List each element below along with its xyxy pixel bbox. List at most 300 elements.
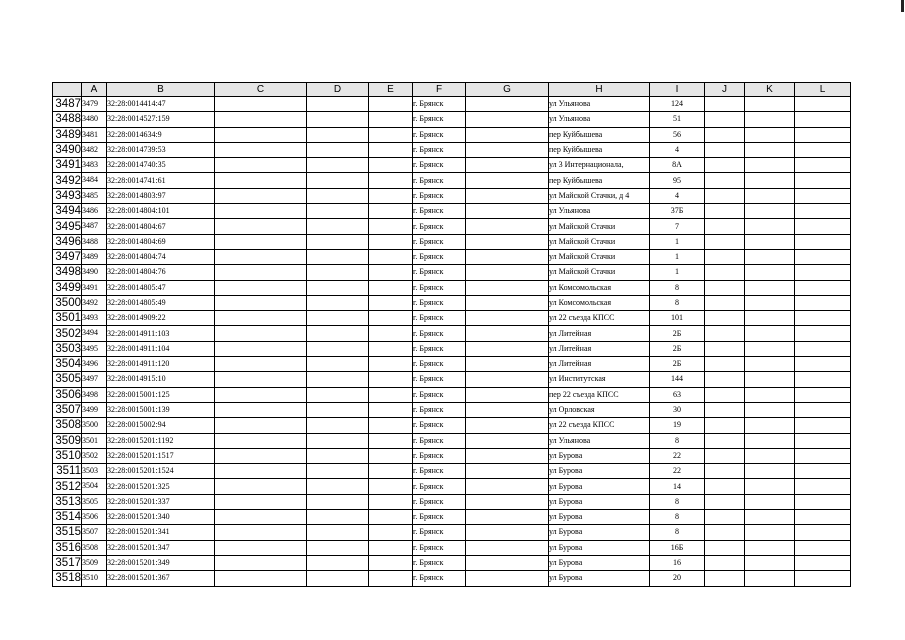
cell-i-house[interactable]: 8 — [650, 525, 705, 540]
row-number[interactable]: 3488 — [53, 112, 82, 127]
row-number[interactable]: 3491 — [53, 158, 82, 173]
cell-g[interactable] — [466, 204, 549, 219]
cell-b-cadastral-number[interactable]: 32:28:0015201:337 — [107, 494, 215, 509]
cell-j[interactable] — [705, 402, 745, 417]
cell-k[interactable] — [745, 127, 795, 142]
cell-j[interactable] — [705, 341, 745, 356]
cell-i-house[interactable]: 7 — [650, 219, 705, 234]
cell-f-city[interactable]: г. Брянск — [413, 280, 466, 295]
cell-k[interactable] — [745, 540, 795, 555]
cell-d[interactable] — [307, 494, 369, 509]
cell-l[interactable] — [795, 127, 851, 142]
cell-k[interactable] — [745, 525, 795, 540]
cell-b-cadastral-number[interactable]: 32:28:0014741:61 — [107, 173, 215, 188]
cell-a[interactable]: 3481 — [82, 127, 107, 142]
cell-c[interactable] — [215, 265, 307, 280]
cell-h-street[interactable]: ул Бурова — [549, 525, 650, 540]
row-number[interactable]: 3516 — [53, 540, 82, 555]
cell-d[interactable] — [307, 234, 369, 249]
cell-d[interactable] — [307, 142, 369, 157]
cell-e[interactable] — [369, 494, 413, 509]
row-number[interactable]: 3509 — [53, 433, 82, 448]
cell-e[interactable] — [369, 387, 413, 402]
cell-b-cadastral-number[interactable]: 32:28:0015201:340 — [107, 510, 215, 525]
cell-l[interactable] — [795, 173, 851, 188]
cell-i-house[interactable]: 56 — [650, 127, 705, 142]
column-header-h[interactable]: H — [549, 83, 650, 97]
cell-j[interactable] — [705, 234, 745, 249]
cell-g[interactable] — [466, 555, 549, 570]
cell-k[interactable] — [745, 173, 795, 188]
cell-b-cadastral-number[interactable]: 32:28:0014805:47 — [107, 280, 215, 295]
cell-c[interactable] — [215, 127, 307, 142]
cell-j[interactable] — [705, 525, 745, 540]
cell-c[interactable] — [215, 112, 307, 127]
cell-j[interactable] — [705, 127, 745, 142]
cell-l[interactable] — [795, 525, 851, 540]
cell-k[interactable] — [745, 249, 795, 264]
cell-a[interactable]: 3485 — [82, 188, 107, 203]
cell-k[interactable] — [745, 326, 795, 341]
cell-i-house[interactable]: 8 — [650, 433, 705, 448]
cell-j[interactable] — [705, 479, 745, 494]
cell-j[interactable] — [705, 326, 745, 341]
row-number[interactable]: 3510 — [53, 448, 82, 463]
cell-e[interactable] — [369, 402, 413, 417]
cell-a[interactable]: 3496 — [82, 357, 107, 372]
cell-c[interactable] — [215, 249, 307, 264]
cell-d[interactable] — [307, 265, 369, 280]
cell-e[interactable] — [369, 219, 413, 234]
row-number[interactable]: 3504 — [53, 357, 82, 372]
cell-k[interactable] — [745, 341, 795, 356]
cell-c[interactable] — [215, 142, 307, 157]
cell-d[interactable] — [307, 341, 369, 356]
cell-a[interactable]: 3497 — [82, 372, 107, 387]
cell-e[interactable] — [369, 188, 413, 203]
cell-c[interactable] — [215, 479, 307, 494]
cell-l[interactable] — [795, 494, 851, 509]
cell-d[interactable] — [307, 295, 369, 310]
cell-e[interactable] — [369, 555, 413, 570]
cell-e[interactable] — [369, 341, 413, 356]
cell-b-cadastral-number[interactable]: 32:28:0015201:1192 — [107, 433, 215, 448]
cell-b-cadastral-number[interactable]: 32:28:0014527:159 — [107, 112, 215, 127]
column-header-c[interactable]: C — [215, 83, 307, 97]
cell-a[interactable]: 3488 — [82, 234, 107, 249]
cell-a[interactable]: 3479 — [82, 97, 107, 112]
cell-b-cadastral-number[interactable]: 32:28:0015201:325 — [107, 479, 215, 494]
row-number[interactable]: 3517 — [53, 555, 82, 570]
cell-a[interactable]: 3501 — [82, 433, 107, 448]
cell-a[interactable]: 3492 — [82, 295, 107, 310]
cell-l[interactable] — [795, 188, 851, 203]
cell-j[interactable] — [705, 448, 745, 463]
cell-d[interactable] — [307, 448, 369, 463]
cell-h-street[interactable]: ул Майской Стачки, д 4 — [549, 188, 650, 203]
cell-c[interactable] — [215, 97, 307, 112]
cell-j[interactable] — [705, 173, 745, 188]
cell-d[interactable] — [307, 249, 369, 264]
cell-g[interactable] — [466, 280, 549, 295]
cell-e[interactable] — [369, 571, 413, 586]
cell-f-city[interactable]: г. Брянск — [413, 571, 466, 586]
cell-a[interactable]: 3489 — [82, 249, 107, 264]
cell-h-street[interactable]: ул Майской Стачки — [549, 265, 650, 280]
cell-e[interactable] — [369, 142, 413, 157]
cell-i-house[interactable]: 22 — [650, 464, 705, 479]
cell-k[interactable] — [745, 97, 795, 112]
cell-i-house[interactable]: 37Б — [650, 204, 705, 219]
cell-f-city[interactable]: г. Брянск — [413, 372, 466, 387]
cell-h-street[interactable]: ул Ульянова — [549, 112, 650, 127]
cell-h-street[interactable]: ул Бурова — [549, 494, 650, 509]
cell-g[interactable] — [466, 448, 549, 463]
cell-g[interactable] — [466, 97, 549, 112]
cell-a[interactable]: 3482 — [82, 142, 107, 157]
cell-f-city[interactable]: г. Брянск — [413, 158, 466, 173]
cell-b-cadastral-number[interactable]: 32:28:0015001:139 — [107, 402, 215, 417]
cell-i-house[interactable]: 19 — [650, 418, 705, 433]
cell-h-street[interactable]: ул Бурова — [549, 571, 650, 586]
cell-j[interactable] — [705, 311, 745, 326]
row-number[interactable]: 3498 — [53, 265, 82, 280]
cell-l[interactable] — [795, 311, 851, 326]
cell-e[interactable] — [369, 265, 413, 280]
cell-b-cadastral-number[interactable]: 32:28:0014915:10 — [107, 372, 215, 387]
cell-c[interactable] — [215, 387, 307, 402]
column-header-k[interactable]: K — [745, 83, 795, 97]
cell-j[interactable] — [705, 571, 745, 586]
cell-a[interactable]: 3506 — [82, 510, 107, 525]
row-number[interactable]: 3499 — [53, 280, 82, 295]
cell-g[interactable] — [466, 311, 549, 326]
row-number[interactable]: 3513 — [53, 494, 82, 509]
cell-e[interactable] — [369, 234, 413, 249]
cell-f-city[interactable]: г. Брянск — [413, 357, 466, 372]
cell-a[interactable]: 3480 — [82, 112, 107, 127]
cell-h-street[interactable]: ул Институтская — [549, 372, 650, 387]
column-header-f[interactable]: F — [413, 83, 466, 97]
cell-l[interactable] — [795, 464, 851, 479]
cell-k[interactable] — [745, 402, 795, 417]
cell-e[interactable] — [369, 311, 413, 326]
row-number[interactable]: 3514 — [53, 510, 82, 525]
row-number[interactable]: 3492 — [53, 173, 82, 188]
row-number[interactable]: 3496 — [53, 234, 82, 249]
cell-l[interactable] — [795, 357, 851, 372]
cell-f-city[interactable]: г. Брянск — [413, 402, 466, 417]
cell-f-city[interactable]: г. Брянск — [413, 127, 466, 142]
cell-g[interactable] — [466, 418, 549, 433]
cell-a[interactable]: 3490 — [82, 265, 107, 280]
row-number[interactable]: 3487 — [53, 97, 82, 112]
cell-f-city[interactable]: г. Брянск — [413, 326, 466, 341]
cell-h-street[interactable]: ул Ульянова — [549, 204, 650, 219]
cell-b-cadastral-number[interactable]: 32:28:0014911:104 — [107, 341, 215, 356]
column-header-g[interactable]: G — [466, 83, 549, 97]
cell-a[interactable]: 3494 — [82, 326, 107, 341]
cell-k[interactable] — [745, 357, 795, 372]
cell-b-cadastral-number[interactable]: 32:28:0015201:349 — [107, 555, 215, 570]
cell-b-cadastral-number[interactable]: 32:28:0014803:97 — [107, 188, 215, 203]
cell-j[interactable] — [705, 540, 745, 555]
cell-g[interactable] — [466, 540, 549, 555]
row-number[interactable]: 3518 — [53, 571, 82, 586]
cell-g[interactable] — [466, 112, 549, 127]
cell-j[interactable] — [705, 219, 745, 234]
cell-d[interactable] — [307, 402, 369, 417]
column-header-a[interactable]: A — [82, 83, 107, 97]
cell-i-house[interactable]: 16Б — [650, 540, 705, 555]
cell-g[interactable] — [466, 464, 549, 479]
cell-g[interactable] — [466, 234, 549, 249]
cell-f-city[interactable]: г. Брянск — [413, 479, 466, 494]
cell-g[interactable] — [466, 479, 549, 494]
cell-i-house[interactable]: 1 — [650, 249, 705, 264]
cell-b-cadastral-number[interactable]: 32:28:0014634:9 — [107, 127, 215, 142]
cell-b-cadastral-number[interactable]: 32:28:0014414:47 — [107, 97, 215, 112]
row-number[interactable]: 3515 — [53, 525, 82, 540]
row-number[interactable]: 3502 — [53, 326, 82, 341]
cell-d[interactable] — [307, 479, 369, 494]
cell-l[interactable] — [795, 402, 851, 417]
cell-i-house[interactable]: 1 — [650, 265, 705, 280]
cell-g[interactable] — [466, 173, 549, 188]
cell-e[interactable] — [369, 249, 413, 264]
cell-l[interactable] — [795, 234, 851, 249]
cell-h-street[interactable]: ул Майской Стачки — [549, 234, 650, 249]
cell-b-cadastral-number[interactable]: 32:28:0015201:1524 — [107, 464, 215, 479]
cell-c[interactable] — [215, 494, 307, 509]
cell-b-cadastral-number[interactable]: 32:28:0014739:53 — [107, 142, 215, 157]
row-number[interactable]: 3508 — [53, 418, 82, 433]
cell-k[interactable] — [745, 510, 795, 525]
cell-b-cadastral-number[interactable]: 32:28:0014911:103 — [107, 326, 215, 341]
cell-k[interactable] — [745, 142, 795, 157]
cell-e[interactable] — [369, 280, 413, 295]
cell-f-city[interactable]: г. Брянск — [413, 494, 466, 509]
cell-a[interactable]: 3504 — [82, 479, 107, 494]
cell-b-cadastral-number[interactable]: 32:28:0014909:22 — [107, 311, 215, 326]
cell-j[interactable] — [705, 418, 745, 433]
cell-a[interactable]: 3498 — [82, 387, 107, 402]
cell-e[interactable] — [369, 127, 413, 142]
cell-g[interactable] — [466, 127, 549, 142]
cell-i-house[interactable]: 22 — [650, 448, 705, 463]
cell-j[interactable] — [705, 387, 745, 402]
row-number[interactable]: 3500 — [53, 295, 82, 310]
cell-g[interactable] — [466, 357, 549, 372]
cell-f-city[interactable]: г. Брянск — [413, 142, 466, 157]
cell-g[interactable] — [466, 372, 549, 387]
cell-b-cadastral-number[interactable]: 32:28:0015201:1517 — [107, 448, 215, 463]
cell-e[interactable] — [369, 326, 413, 341]
cell-k[interactable] — [745, 494, 795, 509]
cell-h-street[interactable]: ул Комсомольская — [549, 295, 650, 310]
cell-d[interactable] — [307, 173, 369, 188]
cell-h-street[interactable]: ул Ульянова — [549, 433, 650, 448]
cell-d[interactable] — [307, 326, 369, 341]
row-number[interactable]: 3507 — [53, 402, 82, 417]
cell-l[interactable] — [795, 433, 851, 448]
cell-i-house[interactable]: 30 — [650, 402, 705, 417]
cell-l[interactable] — [795, 387, 851, 402]
cell-i-house[interactable]: 2Б — [650, 326, 705, 341]
cell-d[interactable] — [307, 311, 369, 326]
cell-f-city[interactable]: г. Брянск — [413, 265, 466, 280]
cell-j[interactable] — [705, 265, 745, 280]
cell-e[interactable] — [369, 540, 413, 555]
cell-c[interactable] — [215, 280, 307, 295]
cell-c[interactable] — [215, 555, 307, 570]
cell-j[interactable] — [705, 158, 745, 173]
row-number[interactable]: 3501 — [53, 311, 82, 326]
cell-a[interactable]: 3491 — [82, 280, 107, 295]
cell-k[interactable] — [745, 448, 795, 463]
cell-l[interactable] — [795, 448, 851, 463]
cell-c[interactable] — [215, 571, 307, 586]
cell-a[interactable]: 3509 — [82, 555, 107, 570]
cell-f-city[interactable]: г. Брянск — [413, 97, 466, 112]
cell-b-cadastral-number[interactable]: 32:28:0015201:341 — [107, 525, 215, 540]
cell-b-cadastral-number[interactable]: 32:28:0015201:347 — [107, 540, 215, 555]
cell-l[interactable] — [795, 249, 851, 264]
cell-e[interactable] — [369, 372, 413, 387]
cell-k[interactable] — [745, 479, 795, 494]
cell-g[interactable] — [466, 402, 549, 417]
cell-e[interactable] — [369, 357, 413, 372]
cell-h-street[interactable]: ул Комсомольская — [549, 280, 650, 295]
row-number[interactable]: 3512 — [53, 479, 82, 494]
row-number[interactable]: 3497 — [53, 249, 82, 264]
cell-e[interactable] — [369, 510, 413, 525]
cell-f-city[interactable]: г. Брянск — [413, 387, 466, 402]
cell-c[interactable] — [215, 525, 307, 540]
cell-d[interactable] — [307, 97, 369, 112]
cell-j[interactable] — [705, 555, 745, 570]
cell-b-cadastral-number[interactable]: 32:28:0014804:76 — [107, 265, 215, 280]
cell-h-street[interactable]: ул Орловская — [549, 402, 650, 417]
cell-k[interactable] — [745, 112, 795, 127]
column-header-i[interactable]: I — [650, 83, 705, 97]
cell-g[interactable] — [466, 142, 549, 157]
cell-f-city[interactable]: г. Брянск — [413, 112, 466, 127]
cell-g[interactable] — [466, 219, 549, 234]
cell-k[interactable] — [745, 418, 795, 433]
cell-b-cadastral-number[interactable]: 32:28:0014804:67 — [107, 219, 215, 234]
cell-i-house[interactable]: 8 — [650, 280, 705, 295]
cell-j[interactable] — [705, 249, 745, 264]
cell-c[interactable] — [215, 326, 307, 341]
cell-c[interactable] — [215, 295, 307, 310]
cell-l[interactable] — [795, 372, 851, 387]
cell-f-city[interactable]: г. Брянск — [413, 555, 466, 570]
cell-l[interactable] — [795, 555, 851, 570]
cell-e[interactable] — [369, 112, 413, 127]
cell-k[interactable] — [745, 265, 795, 280]
cell-h-street[interactable]: ул 22 съезда КПСС — [549, 418, 650, 433]
cell-g[interactable] — [466, 188, 549, 203]
cell-d[interactable] — [307, 418, 369, 433]
row-number[interactable]: 3511 — [53, 464, 82, 479]
cell-d[interactable] — [307, 219, 369, 234]
cell-h-street[interactable]: ул 3 Интернационала, — [549, 158, 650, 173]
cell-l[interactable] — [795, 326, 851, 341]
cell-f-city[interactable]: г. Брянск — [413, 418, 466, 433]
cell-k[interactable] — [745, 555, 795, 570]
cell-i-house[interactable]: 63 — [650, 387, 705, 402]
cell-a[interactable]: 3510 — [82, 571, 107, 586]
cell-l[interactable] — [795, 142, 851, 157]
cell-e[interactable] — [369, 97, 413, 112]
cell-i-house[interactable]: 2Б — [650, 357, 705, 372]
cell-a[interactable]: 3487 — [82, 219, 107, 234]
cell-a[interactable]: 3508 — [82, 540, 107, 555]
cell-g[interactable] — [466, 571, 549, 586]
cell-g[interactable] — [466, 433, 549, 448]
cell-h-street[interactable]: ул Майской Стачки — [549, 249, 650, 264]
cell-g[interactable] — [466, 326, 549, 341]
cell-e[interactable] — [369, 204, 413, 219]
cell-c[interactable] — [215, 540, 307, 555]
cell-i-house[interactable]: 95 — [650, 173, 705, 188]
cell-g[interactable] — [466, 295, 549, 310]
cell-b-cadastral-number[interactable]: 32:28:0014804:74 — [107, 249, 215, 264]
cell-i-house[interactable]: 8 — [650, 494, 705, 509]
cell-d[interactable] — [307, 357, 369, 372]
cell-c[interactable] — [215, 341, 307, 356]
cell-d[interactable] — [307, 127, 369, 142]
row-number[interactable]: 3506 — [53, 387, 82, 402]
cell-c[interactable] — [215, 464, 307, 479]
cell-j[interactable] — [705, 433, 745, 448]
cell-c[interactable] — [215, 402, 307, 417]
cell-d[interactable] — [307, 540, 369, 555]
cell-b-cadastral-number[interactable]: 32:28:0014804:101 — [107, 204, 215, 219]
cell-j[interactable] — [705, 112, 745, 127]
corner-cell[interactable] — [53, 83, 82, 97]
cell-c[interactable] — [215, 357, 307, 372]
cell-l[interactable] — [795, 510, 851, 525]
cell-c[interactable] — [215, 372, 307, 387]
cell-j[interactable] — [705, 188, 745, 203]
cell-c[interactable] — [215, 219, 307, 234]
cell-h-street[interactable]: ул Бурова — [549, 464, 650, 479]
cell-h-street[interactable]: ул Бурова — [549, 448, 650, 463]
cell-f-city[interactable]: г. Брянск — [413, 249, 466, 264]
column-header-j[interactable]: J — [705, 83, 745, 97]
cell-k[interactable] — [745, 311, 795, 326]
cell-e[interactable] — [369, 525, 413, 540]
cell-j[interactable] — [705, 494, 745, 509]
cell-a[interactable]: 3499 — [82, 402, 107, 417]
cell-f-city[interactable]: г. Брянск — [413, 295, 466, 310]
cell-k[interactable] — [745, 219, 795, 234]
cell-b-cadastral-number[interactable]: 32:28:0015201:367 — [107, 571, 215, 586]
cell-d[interactable] — [307, 510, 369, 525]
cell-d[interactable] — [307, 571, 369, 586]
cell-f-city[interactable]: г. Брянск — [413, 433, 466, 448]
column-header-d[interactable]: D — [307, 83, 369, 97]
cell-i-house[interactable]: 8 — [650, 510, 705, 525]
cell-j[interactable] — [705, 97, 745, 112]
cell-l[interactable] — [795, 265, 851, 280]
cell-c[interactable] — [215, 188, 307, 203]
row-number[interactable]: 3489 — [53, 127, 82, 142]
cell-f-city[interactable]: г. Брянск — [413, 525, 466, 540]
cell-k[interactable] — [745, 372, 795, 387]
